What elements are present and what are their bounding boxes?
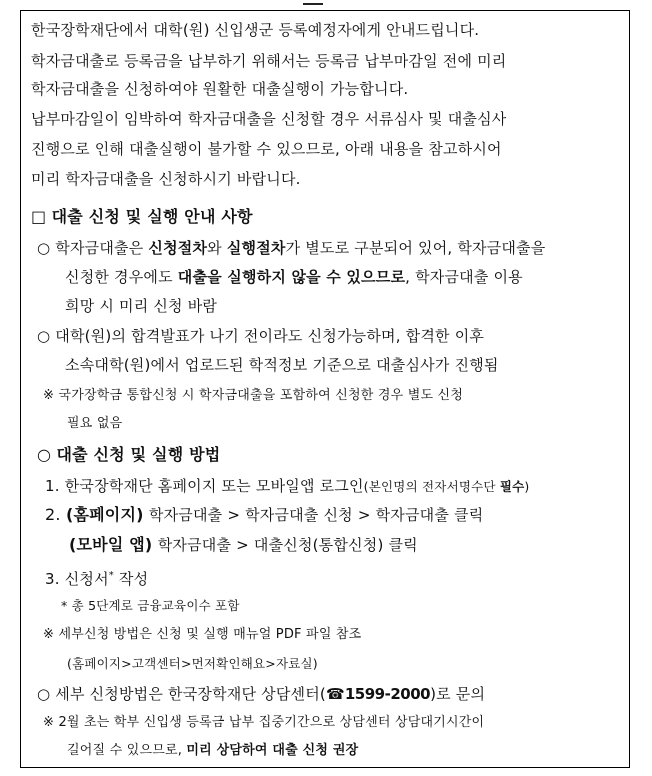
note-1-text: 신청한 경우에도 — [65, 268, 178, 286]
step-1-note-close: ) — [524, 479, 530, 494]
note-1-line-3: 희망 시 미리 신청 바람 — [65, 297, 218, 315]
step-2-web-path: 학자금대출 > 학자금대출 신청 > 학자금대출 클릭 — [148, 506, 484, 524]
reference-mark-icon: ※ — [43, 388, 55, 403]
note-3-text-end: )로 문의 — [430, 685, 486, 703]
step-2 — [45, 505, 645, 525]
intro-line-3: 학자금대출을 신청하여야 원활한 대출실행이 가능합니다. — [31, 80, 409, 98]
note-1-emph-apply: 신청절차 — [148, 239, 208, 257]
intro-line-2: 학자금대출로 등록금을 납부하기 위해서는 등록금 납부마감일 전에 미리 — [31, 52, 507, 70]
note-1-text: 와 — [207, 239, 227, 257]
step-2-app-label: (모바일 앱) — [69, 535, 153, 554]
note-1 — [37, 238, 637, 258]
step-1-note: (본인명의 전자서명수단 — [363, 479, 500, 494]
intro-line-6: 미리 학자금대출을 신청하시기 바랍니다. — [31, 170, 301, 188]
step-1-number: 1. — [45, 477, 60, 495]
intro-line-1: 한국장학재단에서 대학(원) 신입생군 등록예정자에게 안내드립니다. — [31, 21, 480, 39]
ref-note-3 — [43, 713, 643, 733]
circle-bullet-icon: ○ — [37, 685, 51, 703]
ref-note-2-path: (홈페이지>고객센터>먼저확인해요>자료실) — [67, 656, 318, 671]
intro-line-5: 진행으로 인해 대출실행이 불가할 수 있으므로, 아래 내용을 참고하시어 — [31, 140, 502, 158]
reference-mark-icon: ※ — [43, 715, 55, 730]
top-rule — [0, 0, 652, 4]
ref-note-3-recommend: 미리 상담하여 대출 신청 권장 — [186, 743, 359, 758]
ref-note-1-line-2: 필요 없음 — [67, 416, 123, 431]
top-tick — [303, 0, 323, 5]
step-2-number: 2. — [45, 505, 61, 524]
step-3 — [45, 566, 645, 589]
note-3 — [37, 684, 637, 704]
reference-mark-icon: ※ — [43, 627, 55, 642]
helpline-number: 1599-2000 — [344, 685, 431, 703]
step-1-text: 한국장학재단 홈페이지 또는 모바일앱 로그인 — [64, 477, 364, 495]
ref-note-1 — [43, 386, 643, 406]
section-title: 대출 신청 및 실행 안내 사항 — [51, 207, 253, 226]
step-3-number: 3. — [45, 570, 60, 588]
step-2-web-label: (홈페이지) — [65, 505, 144, 524]
step-3-footnote: * 총 5단계로 금융교육이수 포함 — [61, 598, 240, 613]
note-1-emph-warning: 대출을 실행하지 않을 수 있으므로 — [177, 268, 406, 286]
note-2 — [37, 326, 637, 346]
step-2-app-path: 학자금대출 > 대출신청(통합신청) 클릭 — [157, 536, 418, 554]
step-1-required: 필수 — [499, 479, 525, 494]
step-3-footnote-mark: * — [108, 570, 114, 581]
note-3-text: 세부 신청방법은 한국장학재단 상담센터( — [55, 685, 326, 703]
circle-bullet-icon: ○ — [37, 239, 51, 257]
square-bullet-icon: □ — [31, 207, 47, 226]
step-1 — [45, 476, 645, 497]
note-1-emph-exec: 실행절차 — [226, 239, 286, 257]
notice-box — [20, 10, 630, 768]
note-2-line-2: 소속대학(원)에서 업로드된 학적정보 기준으로 대출심사가 진행됨 — [65, 356, 499, 374]
note-1-text: 학자금대출은 — [55, 239, 149, 257]
ref-note-2 — [43, 625, 643, 645]
ref-note-2-text: 세부신청 방법은 신청 및 실행 매뉴얼 PDF 파일 참조 — [58, 627, 362, 642]
note-1-line-2 — [65, 267, 652, 287]
note-2-text: 대학(원)의 합격발표가 나기 전이라도 신청가능하며, 합격한 이후 — [55, 327, 485, 345]
ref-note-1-text: 국가장학금 통합신청 시 학자금대출을 포함하여 신청한 경우 별도 신청 — [58, 388, 464, 403]
note-1-text: , 학자금대출 이용 — [405, 268, 523, 286]
circle-bullet-icon: ○ — [37, 327, 51, 345]
phone-icon: ☎ — [325, 685, 345, 703]
step-3-text-end: 작성 — [113, 570, 149, 588]
section-heading — [31, 207, 631, 227]
ref-note-3-line-2 — [67, 741, 652, 761]
method-heading — [37, 445, 637, 465]
ref-note-3-text: 길어질 수 있으므로, — [67, 743, 187, 758]
circle-bullet-icon: ○ — [37, 445, 52, 464]
method-title: 대출 신청 및 실행 방법 — [56, 445, 221, 464]
step-2-app — [69, 535, 652, 555]
step-3-text: 신청서 — [64, 570, 109, 588]
note-1-text: 가 별도로 구분되어 있어, 학자금대출을 — [285, 239, 546, 257]
intro-line-4: 납부마감일이 임박하여 학자금대출을 신청할 경우 서류심사 및 대출심사 — [31, 110, 507, 128]
ref-note-3-text: 2월 초는 학부 신입생 등록금 납부 집중기간으로 상담센터 상담대기시간이 — [58, 715, 485, 730]
